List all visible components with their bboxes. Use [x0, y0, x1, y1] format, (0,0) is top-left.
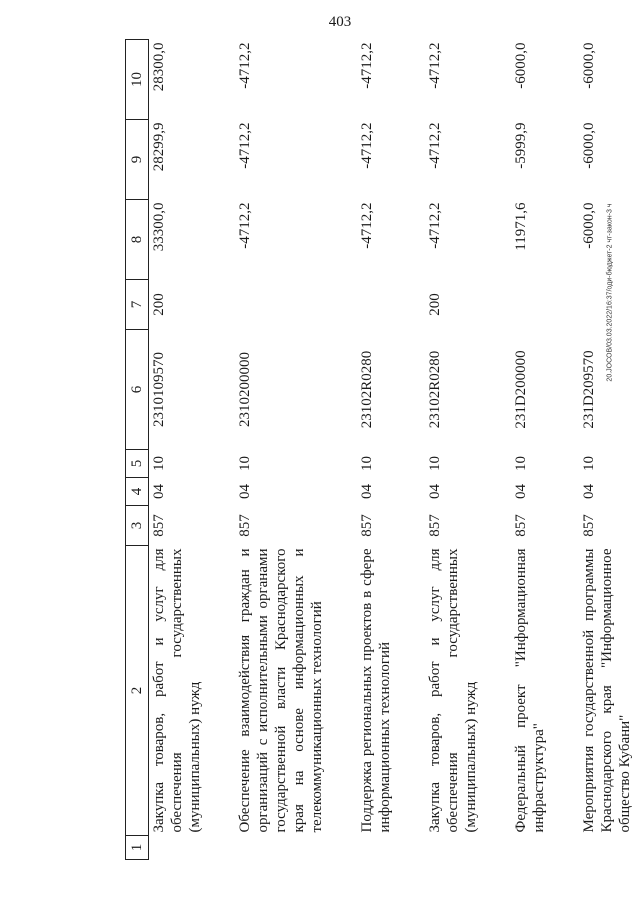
row-name: Федеральный проект "Информационная инфраструктура": [513, 548, 547, 833]
cell-c10: -6000,0: [513, 42, 529, 89]
cell-c6: 231D200000: [513, 350, 529, 429]
cell-c10: -4712,2: [237, 42, 253, 89]
header-row: [126, 40, 149, 860]
cell-c3: 857: [427, 514, 443, 537]
header-cell: 7: [126, 280, 149, 330]
cell-c9: 28299,9: [151, 122, 167, 172]
cell-c4: 04: [581, 484, 597, 499]
header-cell: 3: [126, 506, 149, 546]
header-cell: 4: [126, 478, 149, 506]
page-number: 403: [328, 14, 352, 30]
header-cell: 6: [126, 330, 149, 450]
cell-c6: 231D209570: [581, 350, 597, 429]
row-name: Мероприятия государственной программы Краснодарского края "Информационное общество Кубани": [581, 548, 633, 833]
cell-c8: -6000,0: [581, 202, 597, 249]
cell-c10: -4712,2: [359, 42, 375, 89]
cell-c10: -4712,2: [427, 42, 443, 89]
cell-c9: -4712,2: [359, 122, 375, 169]
cell-c7: [579, 280, 635, 330]
table-row: [149, 40, 206, 860]
header-cell: 5: [126, 450, 149, 478]
table-row: [357, 40, 395, 860]
cell-c4: 04: [359, 484, 375, 499]
header-cell: 10: [126, 40, 149, 120]
cell-c5: 10: [427, 456, 443, 471]
cell-c4: 04: [237, 484, 253, 499]
cell-c5: 10: [581, 456, 597, 471]
cell-c9: -4712,2: [237, 122, 253, 169]
table-row: [425, 40, 481, 860]
cell-c7: 200: [151, 293, 167, 316]
cell-c7: [235, 280, 327, 330]
cell-c5: 10: [237, 456, 253, 471]
cell-c8: -4712,2: [427, 202, 443, 249]
table-row: [235, 40, 327, 860]
cell-c6: 2310200000: [237, 352, 253, 427]
cell-c3: 857: [359, 514, 375, 537]
header-cell: 2: [126, 546, 149, 836]
cell-c8: 11971,6: [513, 202, 529, 251]
cell-c6: 23102R0280: [427, 350, 443, 429]
row-name: Закупка товаров, работ и услуг для обеспечения государственных (муниципальных) нужд: [151, 548, 203, 833]
side-note: 20.ЈОСОВ/03.03.2022/16:37/оди-бюджет-2 чт-закон-3 ч: [606, 203, 614, 382]
cell-c10: 28300,0: [151, 42, 167, 92]
cell-c8: 33300,0: [151, 202, 167, 252]
cell-c10: -6000,0: [581, 42, 597, 89]
cell-c4: 04: [151, 484, 167, 499]
header-cell: 9: [126, 120, 149, 200]
cell-c9: -4712,2: [427, 122, 443, 169]
cell-c3: 857: [581, 514, 597, 537]
cell-c7: [357, 280, 395, 330]
cell-c4: 04: [427, 484, 443, 499]
cell-c6: 23102R0280: [359, 350, 375, 429]
cell-c8: -4712,2: [359, 202, 375, 249]
cell-c5: 10: [359, 456, 375, 471]
row-name: Закупка товаров, работ и услуг для обеспечения государственных (муниципальных) нужд: [427, 548, 479, 833]
cell-c8: -4712,2: [237, 202, 253, 249]
cell-c9: -5999,9: [513, 122, 529, 169]
cell-c7: 200: [427, 293, 443, 316]
cell-c3: 857: [513, 514, 529, 537]
cell-c9: -6000,0: [581, 122, 597, 169]
cell-c7: [511, 280, 549, 330]
table-row: [511, 40, 549, 860]
header-cell: 8: [126, 200, 149, 280]
table-row: [579, 40, 635, 860]
row-name: Обеспечение взаимодействия граждан и организаций с исполнительными органами государственной власти Краснодарского края на основе информационных и телекоммуникационных технологий: [237, 548, 325, 833]
header-cell: 1: [126, 836, 149, 860]
row-name: Поддержка региональных проектов в сфере информационных технологий: [359, 548, 393, 833]
cell-c3: 857: [151, 514, 167, 537]
cell-c5: 10: [151, 456, 167, 471]
cell-c5: 10: [513, 456, 529, 471]
budget-table: [125, 39, 635, 860]
cell-c3: 857: [237, 514, 253, 537]
cell-c6: 2310109570: [151, 352, 167, 427]
cell-c4: 04: [513, 484, 529, 499]
